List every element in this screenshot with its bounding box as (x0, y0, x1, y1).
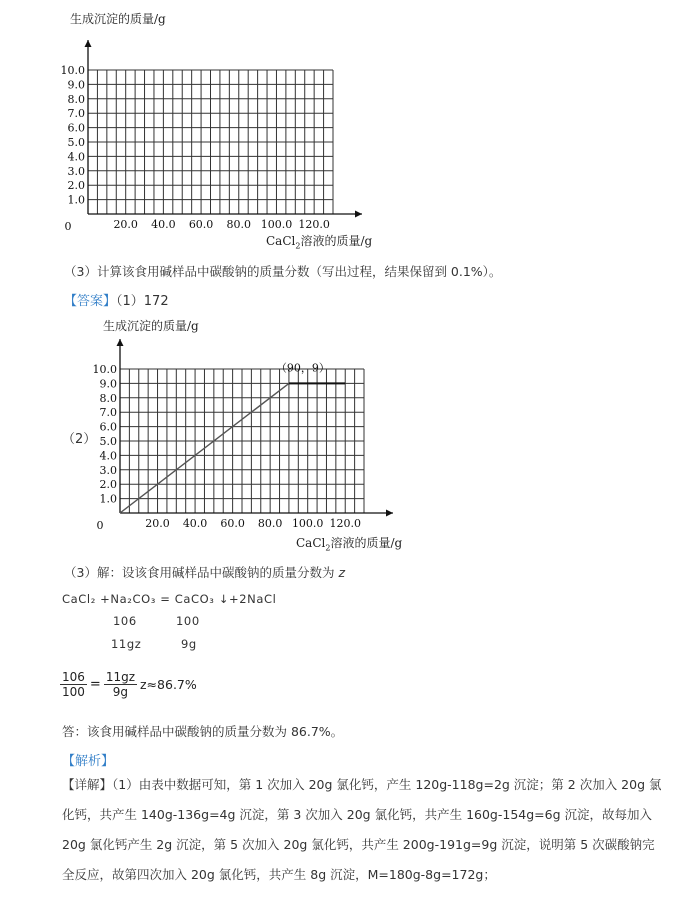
x-tick-label: 60.0 (188, 218, 214, 231)
y-tick-label: 7.0 (67, 107, 85, 121)
chart1-xlabel: CaCl$_2$溶液的质量/g (266, 234, 373, 251)
x-tick-label: 120.0 (329, 517, 361, 530)
y-tick-label: 9.0 (67, 78, 85, 92)
y-tick-label: 5.0 (67, 136, 85, 149)
chart1-ylabel: 生成沉淀的质量/g (70, 12, 166, 26)
chart2-ylabel: 生成沉淀的质量/g (103, 319, 199, 333)
x-axis-arrow (386, 510, 393, 517)
y-axis-arrow (117, 339, 124, 346)
analysis-tag: 【解析】 (62, 754, 115, 769)
origin-label: 0 (96, 519, 104, 532)
x-tick-label: 100.0 (260, 218, 293, 231)
y-tick-label: 1.0 (99, 492, 117, 506)
y-tick-label: 7.0 (99, 406, 117, 420)
y-tick-label: 10.0 (92, 363, 117, 376)
molar-mass-1: 106 (113, 614, 137, 628)
point-annotation: （90，9） (275, 361, 330, 375)
x-tick-label: 40.0 (182, 517, 208, 530)
y-tick-label: 9.0 (99, 377, 117, 391)
answer-tag: 【答案】 (64, 294, 117, 309)
y-tick-label: 4.0 (67, 150, 85, 164)
x-tick-label: 20.0 (113, 218, 138, 231)
fraction-2: $\frac{11gz}{9g}$ (105, 670, 135, 699)
x-tick-label: 60.0 (220, 517, 245, 530)
y-tick-label: 2.0 (99, 478, 117, 492)
molar-mass-2: 100 (176, 614, 200, 628)
y-tick-label: 2.0 (67, 179, 85, 193)
y-tick-label: 1.0 (67, 193, 85, 207)
part2-label: （2） (62, 432, 97, 447)
solution-intro: （3）解：设该食用碱样品中碳酸钠的质量分数为 z (64, 565, 346, 580)
fraction-1: $\frac{106}{100}$ (62, 670, 85, 699)
x-tick-label: 100.0 (291, 517, 324, 530)
reaction-equation: CaCl₂ +Na₂CO₃ = CaCO₃ ↓+2NaCl (62, 592, 277, 606)
y-tick-label: 5.0 (99, 435, 117, 448)
conclusion: 答：该食用碱样品中碳酸钠的质量分数为 86.7%。 (62, 724, 344, 739)
y-tick-label: 8.0 (99, 391, 117, 405)
y-tick-label: 8.0 (67, 92, 85, 106)
x-tick-label: 80.0 (257, 517, 283, 530)
detail-tag: 【详解】 (62, 777, 113, 792)
detail-text: （1）由表中数据可知，第 1 次加入 20g 氯化钙，产生 120g-118g=2g 沉淀；第 2 次加入 20g 氯化钙，共产生 140g-136g=4g 沉淀，第 3 次加入 20g 氯化钙，共产生 160g-154g=6g 沉淀，故每加入 20g 氯化钙产生 2g 沉淀，第 5 次加入 20g 氯化钙，共产生 200g-191g=9g 沉淀，说明第 5 次碳酸钠完全反应，故第四次加入 20g 氯化钙，共产生 8g 沉淀，M=180g-8g=172g； (62, 777, 662, 882)
answer-text: （1）172 (116, 294, 169, 309)
value-1: 11gz (111, 637, 142, 651)
y-tick-label: 3.0 (67, 164, 85, 178)
x-tick-label: 80.0 (226, 218, 252, 231)
y-tick-label: 3.0 (99, 463, 117, 477)
origin-label: 0 (64, 220, 72, 233)
y-tick-label: 4.0 (99, 449, 117, 463)
y-tick-label: 6.0 (67, 121, 85, 135)
y-tick-label: 10.0 (60, 64, 85, 77)
x-tick-label: 20.0 (145, 517, 170, 530)
x-tick-label: 120.0 (298, 218, 330, 231)
result: z≈86.7% (140, 677, 197, 692)
chart2-xlabel: CaCl$_2$溶液的质量/g (296, 536, 403, 553)
question-3: （3）计算该食用碱样品中碳酸钠的质量分数（写出过程，结果保留到 0.1%）。 (64, 264, 502, 279)
y-tick-label: 6.0 (99, 420, 117, 434)
proportion: $\frac{106}{100}$ = $\frac{11gz}{9g}$ z≈86.7% (62, 670, 197, 699)
detail-paragraph (62, 770, 662, 890)
x-tick-label: 40.0 (151, 218, 176, 231)
value-2: 9g (181, 637, 197, 651)
